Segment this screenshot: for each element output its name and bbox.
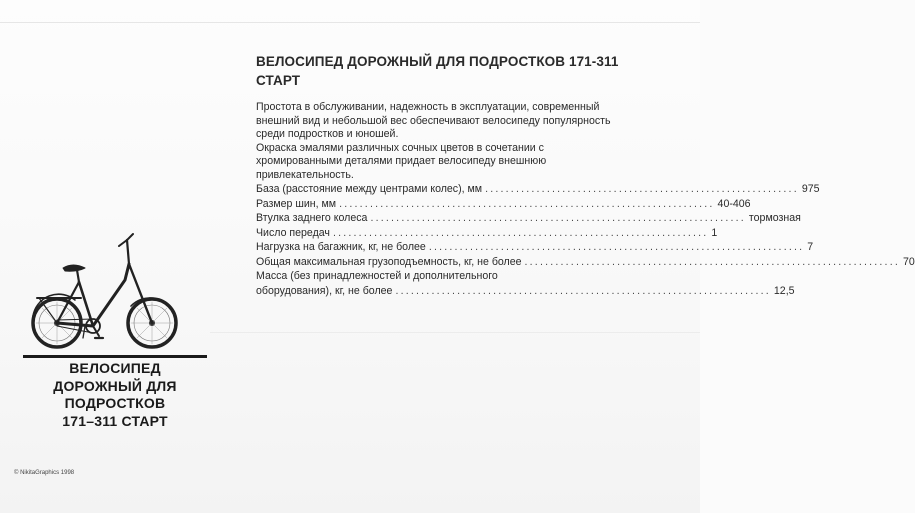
spec-value: 40-406 xyxy=(717,197,751,210)
spec-label: Общая максимальная грузоподъемность, кг, не более xyxy=(256,255,522,268)
caption xyxy=(23,360,207,430)
leader-dots: ............................................................. xyxy=(485,183,799,195)
spec-value: тормозная xyxy=(748,212,801,224)
spec-row-wheelbase xyxy=(256,182,820,197)
bicycle-illustration xyxy=(25,220,185,355)
copyright-notice: © NikitaGraphics 1998 xyxy=(14,470,75,476)
divider xyxy=(210,332,700,333)
caption-line-3: ПОДРОСТКОВ xyxy=(64,395,166,411)
spec-value: 7 xyxy=(807,241,814,253)
spec-label: Масса (без принадлежностей и дополнительного xyxy=(256,270,498,282)
spec-row-rear-hub xyxy=(256,211,801,226)
spec-row-rack-load xyxy=(256,240,814,255)
spec-value: 1 xyxy=(711,226,718,239)
leader-dots: ......................................................................... xyxy=(332,226,709,239)
spec-label-continued: оборудования), кг, не более xyxy=(256,284,393,297)
caption-line-1: ВЕЛОСИПЕД xyxy=(69,360,161,376)
spec-label: Нагрузка на багажник, кг, не более xyxy=(256,241,426,253)
leader-dots: ......................................................................... xyxy=(339,197,715,210)
leader-dots: ......................................................................... xyxy=(395,284,771,297)
leader-dots: ......................................................................... xyxy=(370,212,746,224)
spec-row-mass xyxy=(256,269,795,298)
spec-label: Число передач xyxy=(256,226,330,239)
spec-row-gears xyxy=(256,226,718,241)
title-line-2: СТАРТ xyxy=(256,73,301,88)
spec-value: 12,5 xyxy=(773,284,795,297)
description xyxy=(256,101,616,182)
description-paragraph-1: Простота в обслуживании, надежность в эксплуатации, современный внешний вид и небольшой вес обеспечивают велосипеду популярность среди подростков и юношей. xyxy=(256,101,611,140)
leader-dots: ......................................................................... xyxy=(524,255,900,268)
spec-row-tire-size xyxy=(256,197,751,212)
description-paragraph-2: Окраска эмалями различных сочных цветов в сочетании с хромированными деталями придает велосипеду внешнюю привлекательность. xyxy=(256,141,547,181)
caption-line-4: 171–311 СТАРТ xyxy=(62,412,168,429)
spec-value: 975 xyxy=(801,183,820,195)
spec-label: Размер шин, мм xyxy=(256,197,337,210)
caption-rule xyxy=(23,355,207,358)
spec-label: База (расстояние между центрами колес), мм xyxy=(256,183,483,195)
spec-label: Втулка заднего колеса xyxy=(256,212,368,224)
spec-row-max-load xyxy=(256,255,915,270)
leader-dots: ......................................................................... xyxy=(428,241,805,253)
specifications-list xyxy=(256,182,915,298)
fold-line xyxy=(0,22,700,23)
document-title xyxy=(256,52,636,90)
title-line-1: ВЕЛОСИПЕД ДОРОЖНЫЙ ДЛЯ ПОДРОСТКОВ 171-311 xyxy=(256,54,619,69)
spec-value: 70 xyxy=(902,255,915,268)
caption-line-2: ДОРОЖНЫЙ ДЛЯ xyxy=(53,377,177,394)
